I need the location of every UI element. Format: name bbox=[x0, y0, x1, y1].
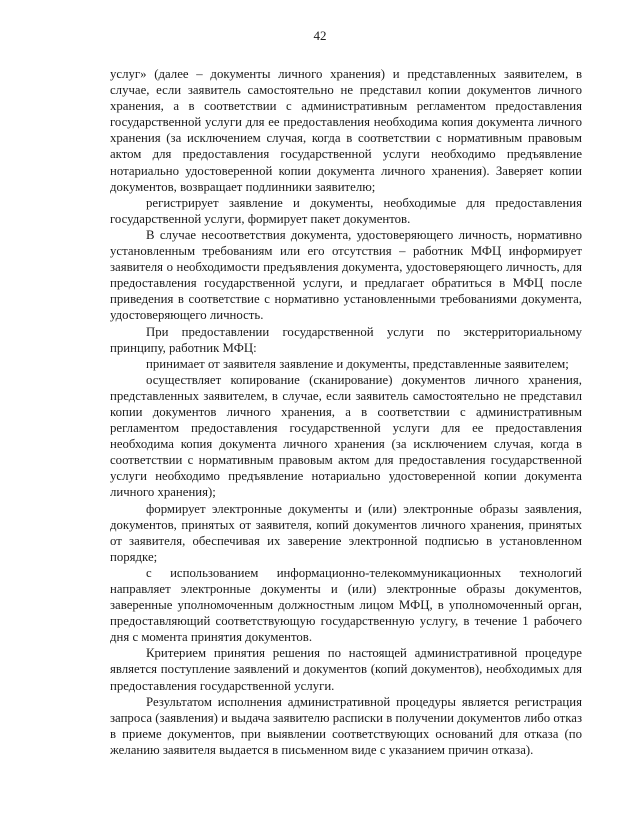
paragraph-7: формирует электронные документы и (или) электронные образы заявления, документов, принятых от заявителя, копий документов личного хранения, принятых от заявителя, обеспечивая их заверение электронной подписью в установленном порядке; bbox=[110, 501, 582, 564]
paragraph-8: с использованием информационно-телекоммуникационных технологий направляет электронные документы и (или) электронные образы документов, заверенные уполномоченным должностным лицом МФЦ, в уполномоченный орган, предоставляющий соответствующую государственную услугу, в течение 1 рабочего дня с момента принятия документов. bbox=[110, 565, 582, 645]
page-number: 42 bbox=[313, 28, 327, 43]
paragraph-1: услуг» (далее – документы личного хранения) и представленных заявителем, в случае, если заявитель самостоятельно не представил копии документов личного хранения, а в соответствии с административным регламентом предоставления государственной услуги для ее предоставления необходима копия документа личного хранения (за исключением случая, когда в соответствии с нормативным правовым актом для предоставления государственной услуги необходимо предъявление нотариально удостоверенной копии документа личного хранения). Заверяет копии документов, возвращает подлинники заявителю; bbox=[110, 67, 582, 194]
paragraph-9: Критерием принятия решения по настоящей административной процедуре является поступление заявлений и документов (копий документов), необходимых для предоставления государственной услуги. bbox=[110, 646, 582, 693]
paragraph-3: В случае несоответствия документа, удостоверяющего личность, нормативно установленным требованиям или его отсутствия – работник МФЦ информирует заявителя о необходимости предъявления документа, удостоверяющего личность, для предоставления государственной услуги, и предлагает обратиться в МФЦ после приведения в соответствие с нормативно установленными требованиями документа, удостоверяющего личность. bbox=[110, 227, 582, 323]
paragraph-5: принимает от заявителя заявление и документы, представленные заявителем; bbox=[146, 356, 569, 371]
paragraph-10: Результатом исполнения административной процедуры является регистрация запроса (заявления) и выдача заявителю расписки в получении документов либо отказ в приеме документов, при выявлении соответствующих оснований для отказа (по желанию заявителя выдается в письменном виде с указанием причин отказа). bbox=[110, 694, 582, 757]
paragraph-6: осуществляет копирование (сканирование) документов личного хранения, представленных заявителем, в случае, если заявитель самостоятельно не представил копии документов личного хранения, а в соответствии с административным регламентом предоставления государственной услуги для ее предоставления необходима копия документа личного хранения (за исключением случая, когда в соответствии с нормативным правовым актом для предоставления государственной услуги необходимо предъявление нотариально удостоверенной копии документа личного хранения); bbox=[110, 372, 582, 500]
paragraph-2: регистрирует заявление и документы, необходимые для предоставления государственной услуги, формирует пакет документов. bbox=[110, 195, 582, 226]
paragraph-4: При предоставлении государственной услуги по экстерриториальному принципу, работник МФЦ: bbox=[110, 324, 582, 355]
document-body bbox=[110, 66, 582, 758]
